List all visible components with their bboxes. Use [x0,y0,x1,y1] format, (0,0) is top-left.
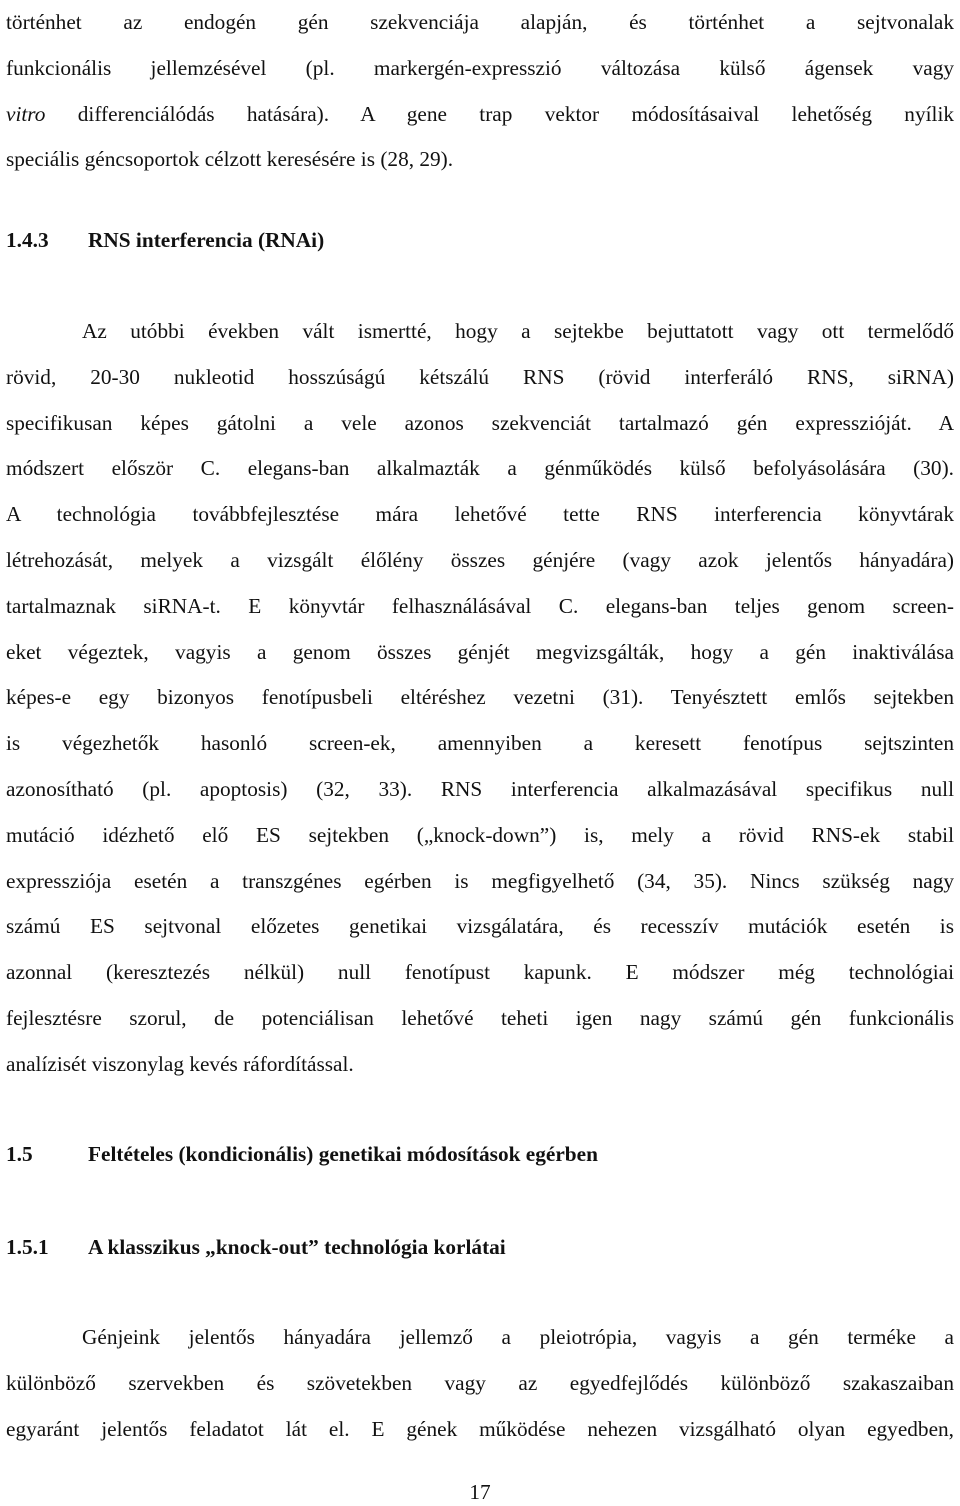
text-span: Génjeink jelentős hányadára jellemző a pleiotrópia, vagyis a gén terméke a [82,1325,954,1349]
text-line: is végezhetők hasonló screen-ek, amennyiben a keresett fenotípus sejtszinten [6,731,954,756]
section-number: 1.5.1 [6,1235,49,1259]
section-number: 1.4.3 [6,228,49,252]
page-number: 17 [469,1480,491,1504]
italic-text: vitro [6,101,46,126]
text-line: képes-e egy bizonyos fenotípusbeli eltéréshez vezetni (31). Tenyésztett emlős sejtekben [6,685,954,710]
text-line: specifikusan képes gátolni a vele azonos szekvenciát tartalmazó gén expresszióját. A [6,410,954,435]
text-line: módszert először C. elegans-ban alkalmazták a génműködés külső befolyásolására (30). [6,456,954,481]
text-line: fejlesztésre szorul, de potenciálisan lehetővé teheti igen nagy számú gén funkcionális [6,1005,954,1030]
text-line: speciális géncsoportok célzott keresésére is (28, 29). [6,147,454,172]
text-line: analízisét viszonylag kevés ráfordítással. [6,1051,354,1076]
text-line: azonosítható (pl. apoptosis) (32, 33). RNS interferencia alkalmazásával specifikus null [6,776,954,801]
text-span: Az utóbbi években vált ismertté, hogy a sejtekbe bejuttatott vagy ott termelődő [82,319,954,343]
text-line: számú ES sejtvonal előzetes genetikai vizsgálatára, és recesszív mutációk esetén is [6,914,954,939]
section-title: Feltételes (kondicionális) genetikai módosítások egérben [88,1142,598,1166]
text-line: mutáció idézhető elő ES sejtekben („knock-down”) is, mely a rövid RNS-ek stabil [6,822,954,847]
text-line [6,1315,954,1361]
text-line: különböző szervekben és szövetekben vagy az egyedfejlődés különböző szakaszaiban [6,1370,954,1395]
section-number: 1.5 [6,1142,33,1166]
rnai-paragraph [6,309,954,1088]
text-line: tartalmaznak siRNA-t. E könyvtár felhasználásával C. elegans-ban teljes genom screen- [6,593,954,618]
text-line [6,309,954,355]
text-line: rövid, 20-30 nukleotid hosszúságú kétszálú RNS (rövid interferáló RNS, siRNA) [6,364,954,389]
text-line: létrehozását, melyek a vizsgált élőlény összes génjére (vagy azok jelentős hányadára) [6,547,954,572]
section-heading-1-5-1 [6,1233,506,1261]
text-line: egyaránt jelentős feladatot lát el. E gének működése nehezen vizsgálható olyan egyedben, [6,1416,954,1441]
text-line [6,92,954,138]
intro-paragraph [6,0,954,183]
section-title: RNS interferencia (RNAi) [88,228,325,252]
text-line: A technológia továbbfejlesztése mára lehetővé tette RNS interferencia könyvtárak [6,502,954,527]
text-span: differenciálódás hatására). A gene trap vektor módosításaival lehetőség nyílik [77,101,955,126]
text-line: azonnal (keresztezés nélkül) null fenotípust kapunk. E módszer még technológiai [6,960,954,985]
section-heading-1-4-3 [6,226,324,254]
text-line: expressziója esetén a transzgénes egérben is megfigyelhető (34, 35). Nincs szükség nagy [6,868,954,893]
pleiotropy-paragraph [6,1315,954,1452]
text-line: történhet az endogén gén szekvenciája alapján, és történhet a sejtvonalak [6,10,954,34]
section-title: A klasszikus „knock-out” technológia korlátai [88,1235,506,1259]
text-line: eket végeztek, vagyis a genom összes génjét megvizsgálták, hogy a gén inaktiválása [6,639,954,664]
text-line: funkcionális jellemzésével (pl. markergén-expresszió változása külső ágensek vagy [6,55,954,80]
section-heading-1-5 [6,1140,598,1168]
